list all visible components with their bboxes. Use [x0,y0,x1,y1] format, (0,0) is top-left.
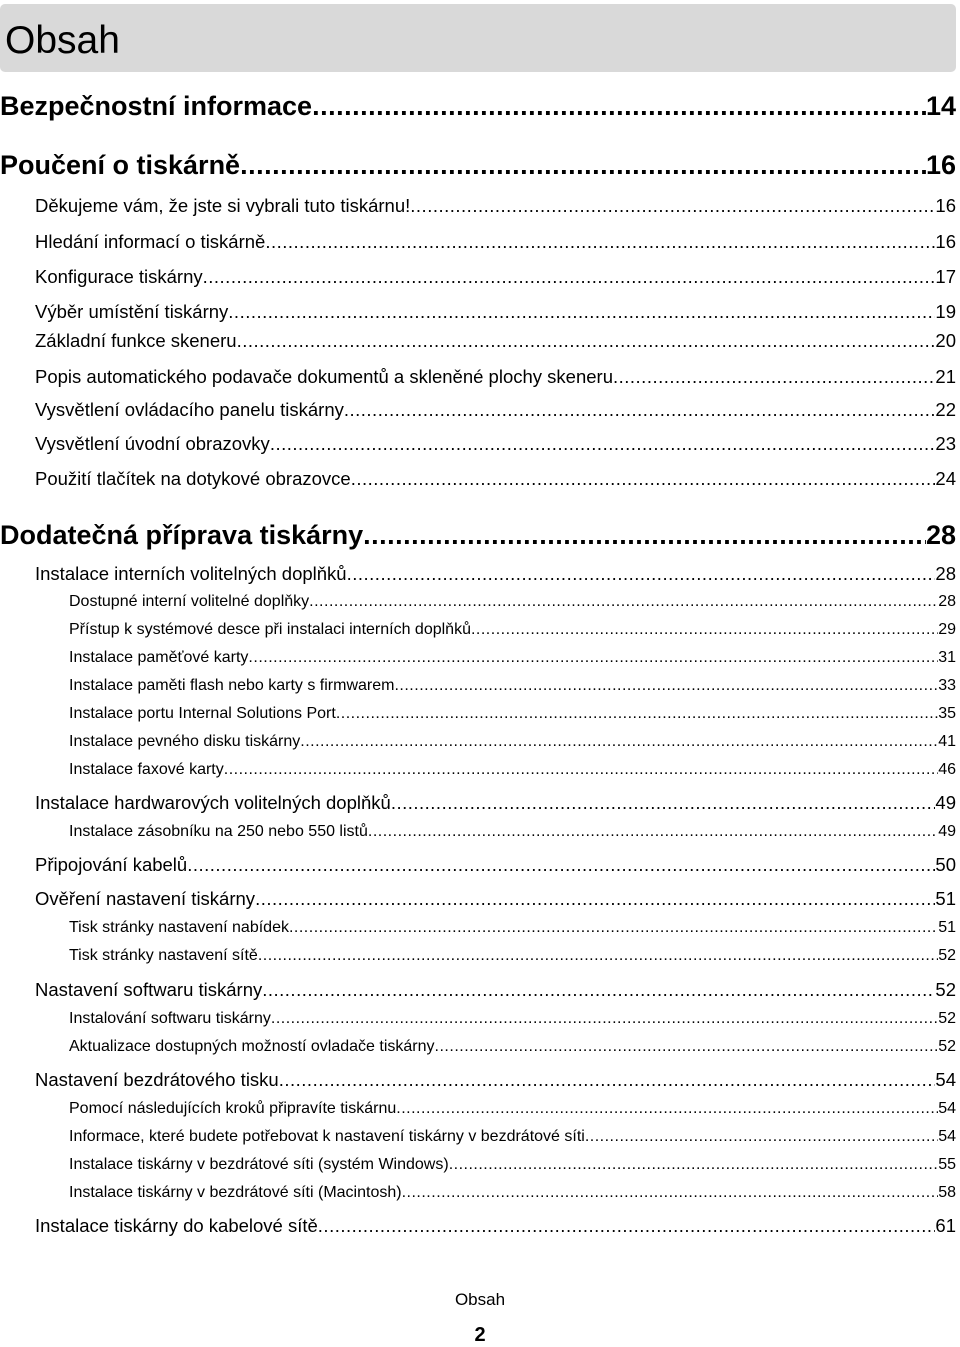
toc-entry-page: 58 [938,1184,956,1201]
toc-entry-page: 19 [935,301,956,322]
toc-entry[interactable] [69,1126,956,1148]
toc-dot-leader [351,467,936,491]
toc-entry[interactable] [69,917,956,939]
toc-entry-page: 49 [935,792,956,813]
toc-entry-title: Instalace zásobníku na 250 nebo 550 listů [69,823,368,840]
toc-entry-page: 52 [938,947,956,964]
toc-entry[interactable] [35,300,956,324]
toc-entry-title: Informace, které budete potřebovat k nastavení tiskárny v bezdrátové síti [69,1128,585,1145]
toc-entry-title: Instalace interních volitelných doplňků [35,563,347,584]
toc-entry-title: Popis automatického podavače dokumentů a skleněné plochy skeneru [35,366,613,387]
toc-entry[interactable] [35,467,956,491]
toc-entry-page: 54 [938,1128,956,1145]
toc-entry[interactable] [35,398,956,422]
toc-entry-title: Hledání informací o tiskárně [35,231,266,252]
toc-entry-page: 28 [938,593,956,610]
toc-entry-title: Instalace tiskárny v bezdrátové síti (Macintosh) [69,1184,402,1201]
toc-entry[interactable] [35,432,956,456]
toc-entry-page: 28 [925,520,956,550]
toc-entry-title: Základní funkce skeneru [35,330,237,351]
toc-entry[interactable] [0,90,956,122]
toc-entry[interactable] [35,265,956,289]
toc-entry-title: Tisk stránky nastavení sítě [69,947,258,964]
toc-entry[interactable] [69,759,956,781]
toc-entry[interactable] [35,978,956,1002]
toc-entry-title: Aktualizace dostupných možností ovladače tiskárny [69,1038,435,1055]
toc-entry-page: 20 [935,330,956,351]
toc-dot-leader [237,329,936,353]
toc-entry[interactable] [35,791,956,815]
toc-entry-title: Instalace hardwarových volitelných doplňků [35,792,391,813]
toc-dot-leader [203,265,936,289]
toc-entry-title: Dodatečná příprava tiskárny [0,520,364,550]
toc-dot-leader [613,365,935,389]
toc-entry-page: 21 [935,366,956,387]
toc-entry[interactable] [69,1036,956,1058]
toc-entry-page: 41 [938,733,956,750]
toc-entry-title: Výběr umístění tiskárny [35,301,229,322]
toc-entry-page: 50 [935,854,956,875]
toc-dot-leader [391,791,936,815]
toc-entry-title: Instalace pevného disku tiskárny [69,733,301,750]
toc-entry-title: Vysvětlení ovládacího panelu tiskárny [35,399,344,420]
toc-entry-title: Poučení o tiskárně [0,150,241,180]
toc-entry-title: Použití tlačítek na dotykové obrazovce [35,468,351,489]
toc-entry-page: 17 [935,266,956,287]
toc-dot-leader [396,1098,938,1120]
toc-entry-title: Tisk stránky nastavení nabídek [69,919,289,936]
toc-dot-leader [471,619,938,641]
toc-entry[interactable] [69,1154,956,1176]
toc-entry-title: Instalace portu Internal Solutions Port [69,705,336,722]
toc-entry[interactable] [35,230,956,254]
toc-dot-leader [309,591,938,613]
toc-entry-page: 52 [938,1010,956,1027]
toc-dot-leader [248,647,938,669]
toc-entry-page: 29 [938,621,956,638]
toc-entry-page: 35 [938,705,956,722]
footer-page-number: 2 [474,1324,486,1346]
toc-entry-title: Dostupné interní volitelné doplňky [69,593,310,610]
toc-dot-leader [262,978,935,1002]
toc-entry-title: Pomocí následujících kroků připravíte tiskárnu [69,1100,397,1117]
toc-entry[interactable] [69,1182,956,1204]
toc-dot-leader [394,675,938,697]
toc-entry-page: 46 [938,761,956,778]
toc-entry[interactable] [35,887,956,911]
toc-entry-page: 54 [935,1069,956,1090]
toc-entry-page: 54 [938,1100,956,1117]
toc-entry-title: Ověření nastavení tiskárny [35,888,256,909]
toc-entry[interactable] [69,703,956,725]
toc-entry[interactable] [0,519,956,551]
toc-dot-leader [410,194,935,218]
toc-entry-page: 51 [938,919,956,936]
toc-entry-page: 49 [938,823,956,840]
toc-entry-title: Bezpečnostní informace [0,91,313,121]
toc-entry-title: Instalace paměti flash nebo karty s firmwarem [69,677,395,694]
toc-entry-title: Instalace faxové karty [69,761,224,778]
toc-entry[interactable] [69,619,956,641]
toc-dot-leader [187,853,935,877]
toc-entry-page: 31 [938,649,956,666]
toc-entry-title: Instalace tiskárny v bezdrátové síti (systém Windows) [69,1156,449,1173]
toc-entry-title: Nastavení bezdrátového tisku [35,1069,279,1090]
toc-entry-page: 55 [938,1156,956,1173]
toc-entry-page: 61 [935,1215,956,1236]
toc-entry-page: 51 [935,888,956,909]
toc-entry-page: 14 [925,91,956,121]
page-title: Obsah [5,19,120,62]
toc-dot-leader [258,945,938,967]
toc-entry-title: Konfigurace tiskárny [35,266,203,287]
toc-entry-page: 22 [935,399,956,420]
title-bar [0,4,956,72]
toc-entry[interactable] [69,1008,956,1030]
toc-entry[interactable] [35,562,956,586]
toc-entry[interactable] [69,675,956,697]
footer-section-label: Obsah [454,1290,506,1309]
toc-dot-leader [318,1214,936,1238]
toc-dot-leader [255,887,935,911]
toc-dot-leader [585,1126,938,1148]
toc-entry[interactable] [69,591,956,613]
toc-dot-leader [265,230,935,254]
toc-dot-leader [435,1036,939,1058]
toc-entry-title: Instalace tiskárny do kabelové sítě [35,1215,318,1236]
toc-entry-title: Instalování softwaru tiskárny [69,1010,271,1027]
toc-dot-leader [300,731,938,753]
toc-entry-page: 24 [935,468,956,489]
toc-entry[interactable] [0,149,956,181]
toc-entry[interactable] [35,853,956,877]
toc-dot-leader [228,300,935,324]
toc-entry-title: Instalace paměťové karty [69,649,249,666]
toc-entry-page: 28 [935,563,956,584]
toc-entry-title: Přístup k systémové desce při instalaci interních doplňků [69,621,471,638]
toc-entry-title: Děkujeme vám, že jste si vybrali tuto tiskárnu! [35,195,411,216]
toc-entry[interactable] [69,945,956,967]
toc-entry[interactable] [69,647,956,669]
toc-dot-leader [224,759,938,781]
toc-entry-title: Vysvětlení úvodní obrazovky [35,433,270,454]
toc-dot-leader [289,917,938,939]
toc-entry-page: 33 [938,677,956,694]
toc-entry-title: Nastavení softwaru tiskárny [35,979,263,1000]
toc-entry-page: 52 [938,1038,956,1055]
toc-entry[interactable] [69,821,956,843]
toc-dot-leader [271,1008,938,1030]
toc-entry-page: 16 [935,231,956,252]
toc-entry-page: 16 [925,150,956,180]
toc-dot-leader [270,432,936,456]
toc-dot-leader [402,1182,939,1204]
toc-dot-leader [279,1068,936,1092]
toc-dot-leader [240,149,926,181]
toc-entry[interactable] [69,731,956,753]
toc-dot-leader [312,90,926,122]
toc-entry-page: 16 [935,195,956,216]
toc-dot-leader [449,1154,939,1176]
toc-dot-leader [344,398,936,422]
toc-entry[interactable] [35,1214,956,1238]
toc-entry-page: 23 [935,433,956,454]
toc-dot-leader [347,562,936,586]
toc-dot-leader [368,821,938,843]
toc-entry[interactable] [69,1098,956,1120]
toc-entry[interactable] [35,329,956,353]
toc-entry[interactable] [35,1068,956,1092]
toc-entry-page: 52 [935,979,956,1000]
toc-dot-leader [363,519,926,551]
toc-entry[interactable] [35,194,956,218]
toc-dot-leader [336,703,938,725]
toc-entry-title: Připojování kabelů [35,854,188,875]
toc-entry[interactable] [35,365,956,389]
